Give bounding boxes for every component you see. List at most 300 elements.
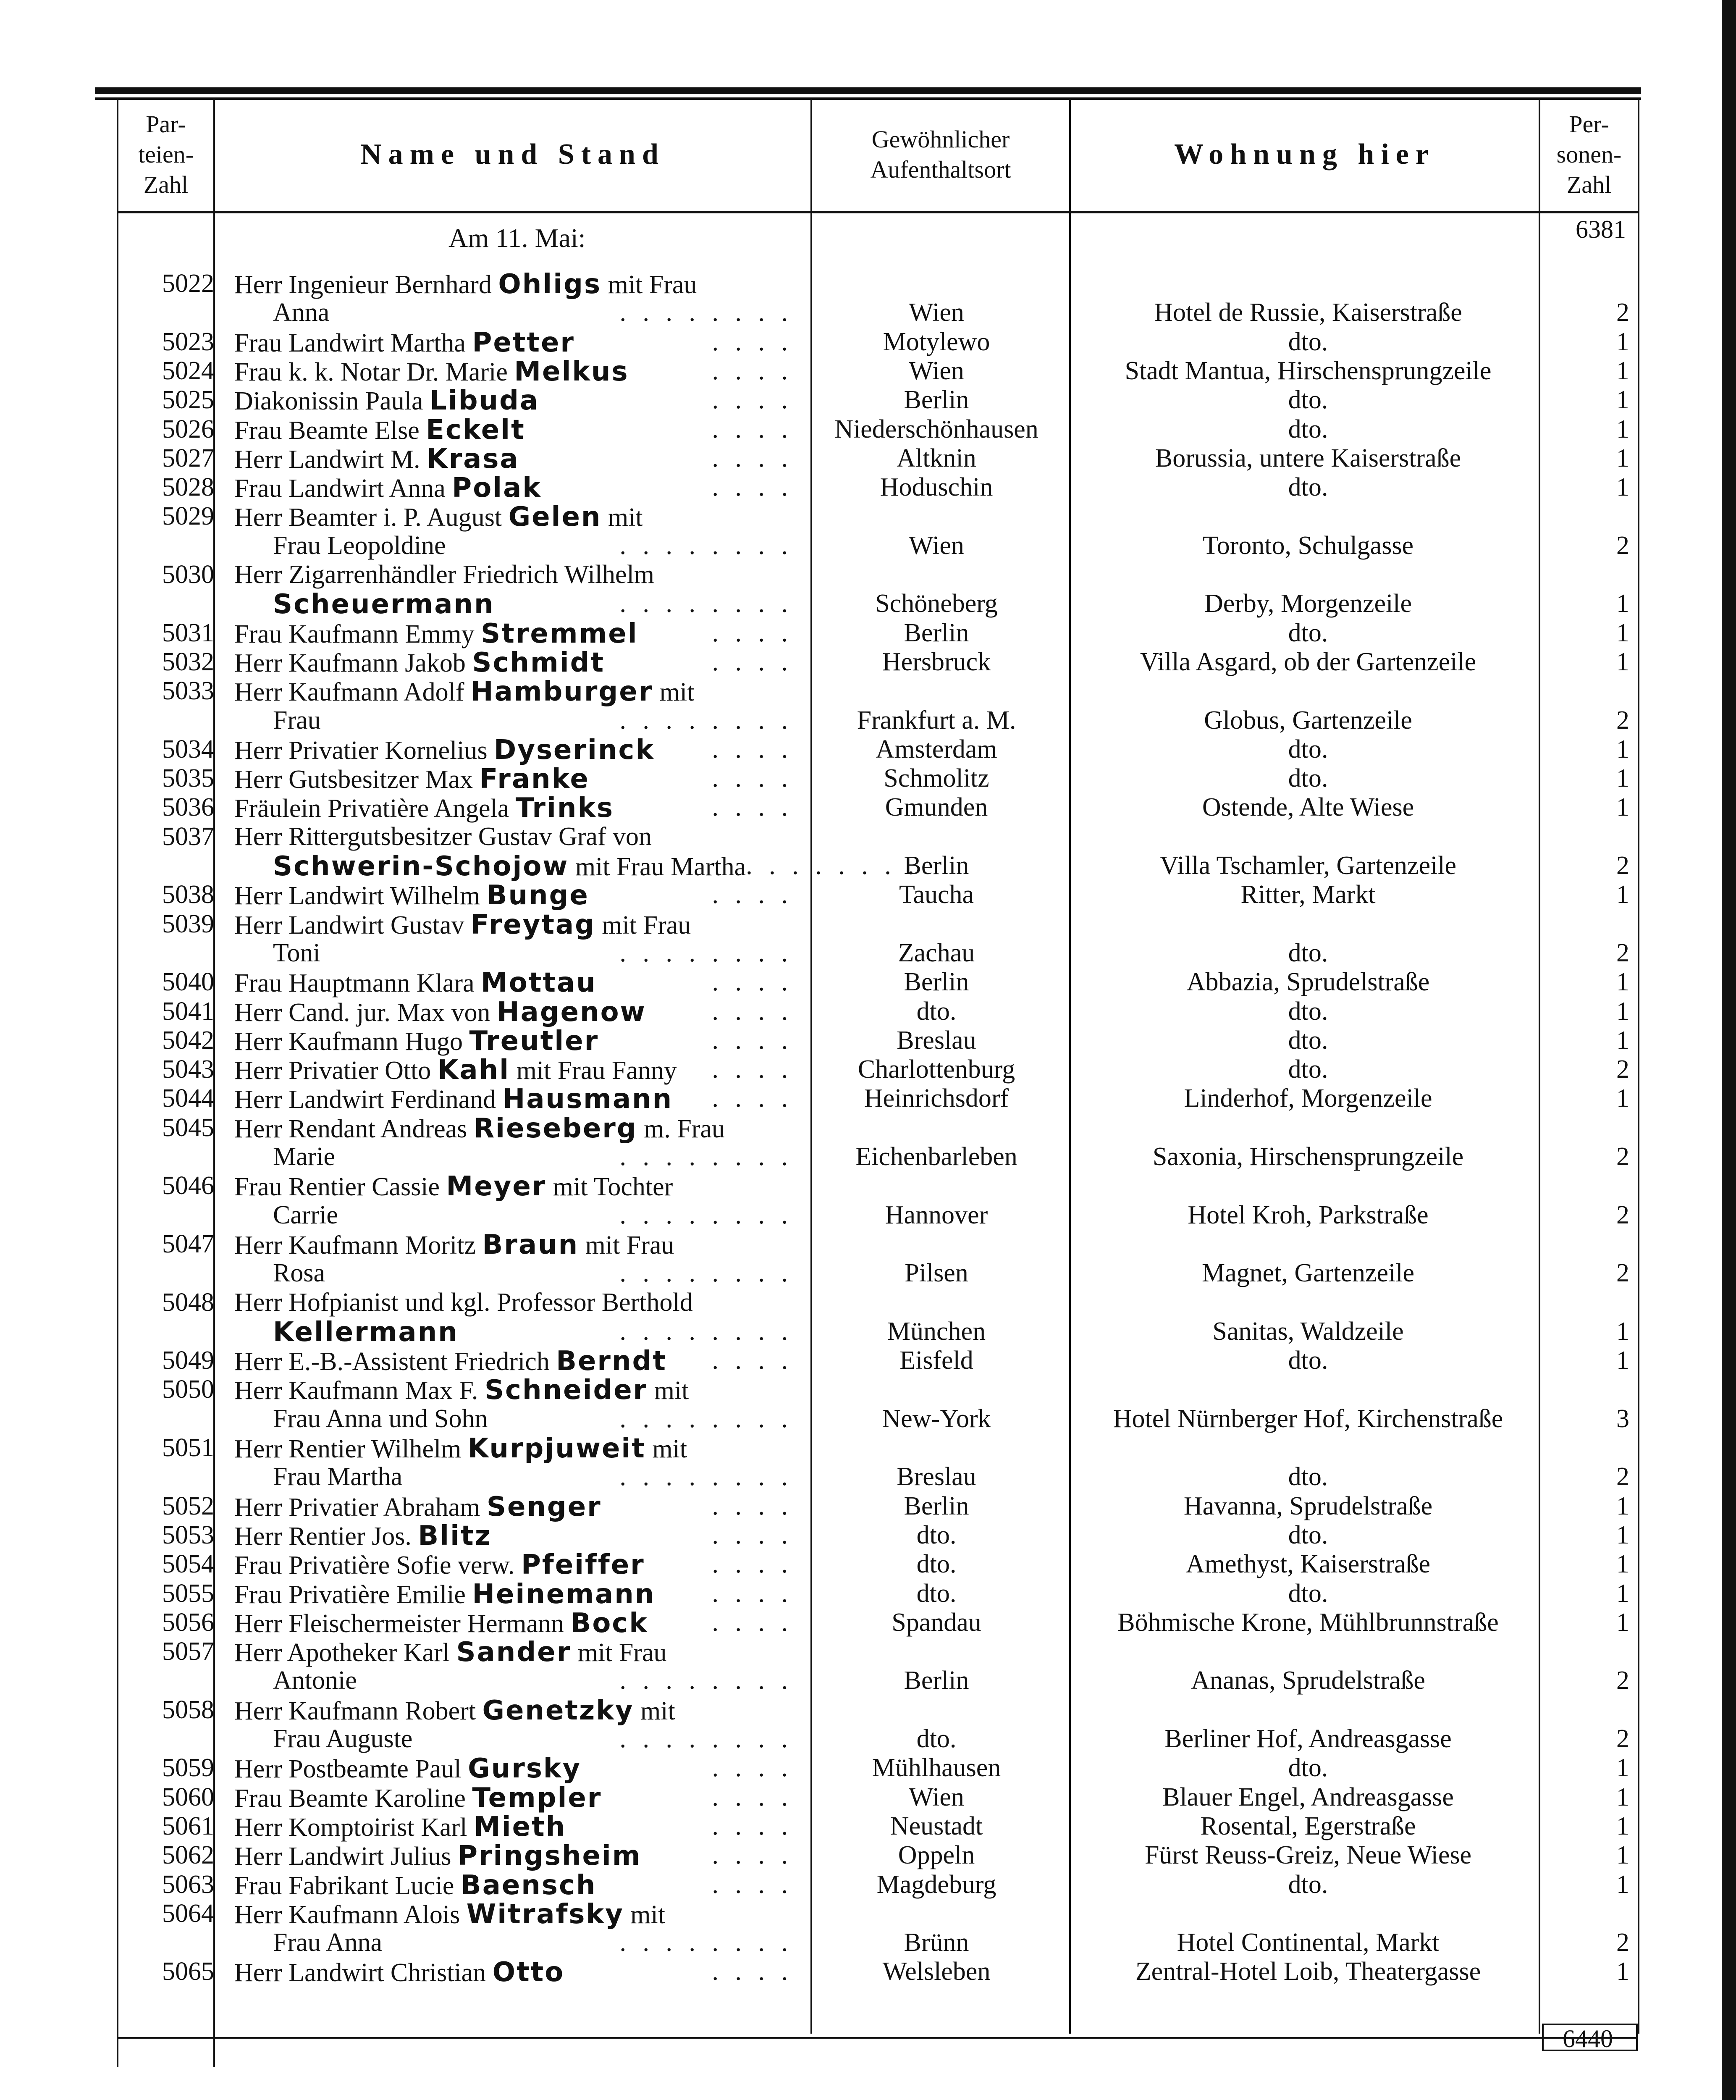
entry-name [234,1608,793,1639]
entry-number: 5060 [162,1782,214,1811]
entry-number: 5041 [162,997,214,1026]
entry-surname: Schwerin-Schojow [273,851,569,882]
entry-personen: 2 [1616,1725,1629,1753]
entry-wohnung: dto. [1288,1026,1328,1055]
entry-personen: 1 [1616,968,1629,997]
entry-name [234,1171,793,1202]
entry-aufenthaltsort: Berlin [904,851,969,880]
entry-aufenthaltsort: Taucha [899,880,974,909]
entry-line [0,269,1736,298]
entry-aufenthaltsort: dto. [916,1550,957,1579]
entry-wohnung: dto. [1288,1579,1328,1608]
entry-name-text: Herr Kaufmann Hugo Treutler [234,1025,599,1057]
entry-personen: 1 [1616,1026,1629,1055]
entry-aufenthaltsort: Brünn [904,1928,969,1957]
entry-name [234,880,793,911]
entry-name [234,415,793,446]
entry-number: 5024 [162,356,214,385]
entry-name-continued [273,531,793,561]
entry-line-continued [0,589,1736,618]
entry-number: 5052 [162,1491,214,1520]
leader-dots: . . . . [712,1957,793,1986]
header-parteien-zahl: Par- teien- Zahl [138,110,194,198]
entry-personen: 1 [1616,735,1629,764]
entry-line [0,444,1736,473]
entry-line [0,356,1736,386]
entry-name-text: Fräulein Privatière Angela Trinks [234,793,614,824]
entry-surname: Treutler [469,1025,599,1057]
entry-name-text: Herr Gutsbesitzer Max Franke [234,764,590,795]
entry-aufenthaltsort: Wien [909,298,964,327]
entry-aufenthaltsort: dto. [916,1725,957,1753]
entry-wohnung: Blauer Engel, Andreasgasse [1162,1782,1454,1811]
entry-line-continued [0,1317,1736,1346]
entry-wohnung: dto. [1288,1346,1328,1375]
entry-wohnung: Globus, Gartenzeile [1204,706,1412,735]
entry-surname: Hausmann [502,1084,673,1115]
entry-aufenthaltsort: Motylewo [883,327,990,356]
leader-dots: . . . . [712,793,793,822]
header-personen-zahl: Per- sonen- Zahl [1556,110,1622,198]
entry-name-continued [273,1200,793,1230]
entry-surname: Otto [492,1957,565,1988]
entry-aufenthaltsort: Eisfeld [899,1346,973,1375]
entry-name [234,1899,793,1930]
entry-name [234,1084,793,1115]
entry-name-continued [273,851,919,882]
leader-dots: . . . . [712,1084,793,1113]
entry-wohnung: Berliner Hof, Andreasgasse [1164,1725,1452,1753]
entry-line [0,997,1736,1026]
entry-personen: 1 [1616,1841,1629,1870]
leader-dots: . . . . . . . . [619,1259,793,1288]
entry-personen: 2 [1616,531,1629,560]
entry-line [0,880,1736,909]
entry-line [0,793,1736,822]
entry-name [234,1840,793,1872]
entry-personen: 1 [1616,356,1629,385]
footer-rule [118,2037,1638,2039]
entry-wohnung: dto. [1288,1870,1328,1899]
header-name-und-stand: Name und Stand [360,138,665,171]
entry-line [0,501,1736,531]
entry-personen: 1 [1616,1870,1629,1899]
entry-surname: Scheuermann [273,589,495,620]
entry-number: 5034 [162,735,214,764]
entry-name-text: Herr Kaufmann Moritz Braun mit Frau [234,1229,674,1260]
entry-name [234,1637,793,1668]
entry-personen: 1 [1616,1491,1629,1520]
entry-line [0,1433,1736,1462]
entry-aufenthaltsort: Welsleben [882,1957,991,1986]
entry-number: 5038 [162,880,214,909]
entry-number: 5065 [162,1957,214,1986]
entry-wohnung: Hotel Nürnberger Hof, Kirchenstraße [1113,1404,1503,1433]
entry-surname: Hagenow [497,996,646,1028]
entry-name [234,1055,793,1086]
entry-aufenthaltsort: Frankfurt a. M. [857,706,1016,735]
entry-line-continued [0,1200,1736,1230]
entry-aufenthaltsort: Hersbruck [882,647,991,676]
entry-name-continued [273,1724,793,1754]
entry-surname: Mottau [481,967,597,999]
entry-wohnung: dto. [1288,764,1328,793]
entry-aufenthaltsort: Breslau [897,1026,976,1055]
entry-line [0,1229,1736,1259]
entry-line [0,1055,1736,1084]
entry-line [0,1549,1736,1579]
entry-name-continued [273,706,793,735]
entry-name [234,1229,793,1260]
leader-dots: . . . . . . . . [619,1200,793,1229]
entry-personen: 3 [1616,1404,1629,1433]
entry-line-continued [0,851,1736,880]
entry-aufenthaltsort: dto. [916,1579,957,1608]
leader-dots: . . . . . . . . [619,1404,793,1433]
entry-aufenthaltsort: Gmunden [885,793,988,822]
leader-dots: . . . . . . . . [619,1317,793,1346]
entry-wohnung: Saxonia, Hirschensprungzeile [1152,1142,1464,1171]
entry-surname: Baensch [460,1869,597,1901]
entry-line [0,1811,1736,1841]
entry-surname: Schneider [484,1375,648,1406]
leader-dots: . . . . [712,386,793,415]
entry-name-text: Frau k. k. Notar Dr. Marie Melkus [234,356,629,387]
entry-wohnung: dto. [1288,1055,1328,1084]
entry-personen: 2 [1616,1055,1629,1084]
entry-name-text: Herr E.-B.-Assistent Friedrich Berndt [234,1346,667,1377]
entry-personen: 1 [1616,764,1629,793]
entry-name [234,444,793,475]
entry-personen: 2 [1616,938,1629,967]
entry-surname: Franke [479,764,590,795]
entry-name [234,1957,793,1988]
entry-name2-text: Anna [273,298,330,327]
entry-surname: Braun [482,1229,579,1260]
entry-wohnung: Sanitas, Waldzeile [1212,1317,1404,1346]
entry-surname: Polak [452,472,542,504]
entry-name2-text: Frau Anna und Sohn [273,1404,488,1433]
entry-name-continued [273,938,793,968]
entry-wohnung: Hotel Continental, Markt [1177,1928,1440,1957]
leader-dots: . . . . [712,356,793,385]
entry-surname: Hamburger [471,676,653,708]
entry-name-text: Herr Privatier Kornelius Dyserinck [234,734,655,766]
entry-name-text: Herr Landwirt Gustav Freytag mit Frau [234,909,691,940]
entry-number: 5055 [162,1579,214,1608]
entry-name-text: Herr Zigarrenhändler Friedrich Wilhelm [234,560,655,589]
entry-name-text: Herr Rentier Wilhelm Kurpjuweit mit [234,1433,687,1464]
entry-personen: 2 [1616,298,1629,327]
entry-personen: 1 [1616,1346,1629,1375]
entry-name2-text: Frau Auguste [273,1725,413,1753]
entry-wohnung: Ritter, Markt [1240,880,1376,909]
entry-aufenthaltsort: Schöneberg [875,589,998,618]
entry-personen: 1 [1616,1084,1629,1113]
entry-number: 5026 [162,415,214,444]
entry-personen: 2 [1616,706,1629,735]
entry-line [0,1346,1736,1375]
entry-name [234,764,793,795]
entry-name [234,1753,793,1784]
entry-personen: 1 [1616,1579,1629,1608]
leader-dots: . . . . [712,473,793,502]
entry-wohnung: Villa Asgard, ob der Gartenzeile [1140,647,1476,676]
entry-surname: Bock [570,1607,648,1639]
entry-wohnung: dto. [1288,618,1328,647]
entry-aufenthaltsort: Breslau [897,1462,976,1491]
entry-line-continued [0,298,1736,327]
entry-surname: Rieseberg [473,1113,637,1144]
entry-name-text: Frau Hauptmann Klara Mottau [234,967,597,999]
leader-dots: . . . . [712,618,793,647]
entry-name-text: Frau Beamte Karoline Templer [234,1782,602,1814]
leader-dots: . . . . [712,735,793,764]
entry-personen: 1 [1616,444,1629,472]
entry-aufenthaltsort: Heinrichsdorf [864,1084,1009,1113]
entry-line [0,385,1736,415]
entry-number: 5031 [162,618,214,647]
leader-dots: . . . . [712,1346,793,1375]
entry-name-text: Herr Landwirt Christian Otto [234,1957,565,1988]
leader-dots: . . . . . . . . [746,851,919,880]
entry-number: 5043 [162,1055,214,1084]
entry-number: 5064 [162,1899,214,1928]
entry-line [0,909,1736,939]
entry-number: 5062 [162,1841,214,1870]
entry-name2-text: Rosa [273,1259,325,1288]
entry-line [0,735,1736,764]
entry-name-text: Herr Kaufmann Jakob Schmidt [234,647,605,678]
entry-name2-text: Frau Martha [273,1462,403,1491]
entry-number: 5023 [162,327,214,356]
entry-wohnung: Magnet, Gartenzeile [1201,1259,1415,1288]
entry-number: 5039 [162,909,214,938]
entry-number: 5054 [162,1550,214,1579]
entry-name2-text: Schwerin-Schojow mit Frau Martha [273,851,746,882]
entry-name [234,967,793,998]
entry-name [234,1433,793,1464]
entry-wohnung: Hotel Kroh, Parkstraße [1188,1200,1429,1229]
entry-number: 5051 [162,1433,214,1462]
entry-number: 5056 [162,1608,214,1637]
entry-name [234,647,793,678]
entry-aufenthaltsort: Hoduschin [880,473,993,502]
entry-name-text: Herr Komptoirist Karl Mieth [234,1811,566,1843]
entry-aufenthaltsort: Mühlhausen [872,1754,1001,1782]
entry-number: 5022 [162,269,214,298]
leader-dots: . . . . [712,1026,793,1055]
entry-name [234,909,793,940]
entry-name [234,1549,793,1580]
entry-line [0,472,1736,502]
entry-name-text: Herr Rittergutsbesitzer Gustav Graf von [234,822,652,851]
entry-number: 5059 [162,1754,214,1782]
entry-wohnung: Böhmische Krone, Mühlbrunnstraße [1117,1608,1499,1637]
entry-number: 5036 [162,793,214,822]
entry-name [234,997,793,1028]
entry-line-continued [0,1462,1736,1491]
entry-name2-text: Frau Leopoldine [273,531,446,560]
entry-wohnung: Amethyst, Kaiserstraße [1186,1550,1430,1579]
entry-name [234,1520,793,1551]
leader-dots: . . . . [712,647,793,676]
entry-line-continued [0,1928,1736,1957]
entry-aufenthaltsort: Berlin [904,386,969,415]
entry-name [234,1491,793,1522]
entry-name-text: Herr Beamter i. P. August Gelen mit [234,501,643,533]
entry-aufenthaltsort: Berlin [904,968,969,997]
leader-dots: . . . . [712,1579,793,1608]
entry-aufenthaltsort: Berlin [904,618,969,647]
entry-personen: 2 [1616,1928,1629,1957]
entry-surname: Meyer [446,1171,547,1202]
entry-name2-text: Toni [273,938,320,967]
entry-name2-text: Frau [273,706,321,735]
entry-name-text: Herr Kaufmann Max F. Schneider mit [234,1375,689,1406]
leader-dots: . . . . . . . . [619,1666,793,1695]
entry-aufenthaltsort: Eichenbarleben [855,1142,1017,1171]
entry-line [0,1375,1736,1404]
entry-surname: Genetzky [482,1695,634,1726]
entry-number: 5035 [162,764,214,793]
entry-line-continued [0,1724,1736,1754]
entry-personen: 1 [1616,997,1629,1026]
entry-personen: 1 [1616,1608,1629,1637]
leader-dots: . . . . . . . . [619,298,793,327]
entry-personen: 1 [1616,793,1629,822]
entry-line-continued [0,706,1736,735]
entry-surname: Kellermann [273,1316,459,1348]
entry-personen: 2 [1616,1142,1629,1171]
entry-line [0,560,1736,589]
leader-dots: . . . . [712,880,793,909]
entry-aufenthaltsort: Charlottenburg [858,1055,1015,1084]
entry-line-continued [0,1142,1736,1171]
entry-number: 5040 [162,968,214,997]
leader-dots: . . . . [712,415,793,444]
entry-line [0,1782,1736,1812]
entry-name-continued [273,1142,793,1172]
entry-name-text: Herr Privatier Otto Kahl mit Frau Fanny [234,1055,677,1086]
entry-name-text: Herr Cand. jur. Max von Hagenow [234,996,646,1028]
leader-dots: . . . . [712,327,793,356]
entry-name [234,356,793,387]
entry-number: 5047 [162,1229,214,1258]
entry-personen: 1 [1616,880,1629,909]
entry-wohnung: Ananas, Sprudelstraße [1191,1666,1425,1695]
entry-wohnung: Derby, Morgenzeile [1204,589,1412,618]
entry-number: 5025 [162,386,214,415]
entry-wohnung: Havanna, Sprudelstraße [1183,1491,1433,1520]
entry-personen: 1 [1616,1754,1629,1782]
entry-surname: Heinemann [472,1578,656,1610]
entry-name-text: Herr Landwirt Julius Pringsheim [234,1840,642,1872]
entry-wohnung: dto. [1288,415,1328,444]
leader-dots: . . . . [712,1491,793,1520]
entry-personen: 1 [1616,1811,1629,1840]
entry-number: 5063 [162,1870,214,1899]
entry-surname: Melkus [514,356,629,387]
entry-wohnung: Linderhof, Morgenzeile [1184,1084,1432,1113]
entry-surname: Kurpjuweit [467,1433,646,1464]
entry-wohnung: Fürst Reuss-Greiz, Neue Wiese [1144,1841,1472,1870]
entry-name [234,676,793,707]
entry-aufenthaltsort: Wien [909,531,964,560]
top-rule-thin [95,97,1641,100]
entry-line [0,764,1736,793]
entry-name [234,1026,793,1057]
leader-dots: . . . . . . . . [619,706,793,735]
leader-dots: . . . . . . . . [619,531,793,560]
entry-line [0,415,1736,444]
entry-line [0,676,1736,706]
entry-line [0,1491,1736,1521]
entry-name [234,1375,793,1406]
entry-wohnung: dto. [1288,938,1328,967]
entry-wohnung: dto. [1288,327,1328,356]
entry-surname: Ohligs [498,269,602,300]
leader-dots: . . . . [712,1550,793,1579]
leader-dots: . . . . [712,968,793,997]
entry-name-text: Herr Privatier Abraham Senger [234,1491,602,1522]
entry-number: 5058 [162,1695,214,1724]
entry-aufenthaltsort: Pilsen [905,1259,968,1288]
leader-dots: . . . . [712,1608,793,1637]
entry-aufenthaltsort: Magdeburg [876,1870,996,1899]
entry-aufenthaltsort: München [887,1317,986,1346]
entry-surname: Trinks [515,793,614,824]
entry-line [0,1899,1736,1928]
entry-line [0,1870,1736,1899]
entry-personen: 2 [1616,1259,1629,1288]
leader-dots: . . . . . . . . [619,1142,793,1171]
leader-dots: . . . . . . . . [619,1462,793,1491]
entry-aufenthaltsort: Berlin [904,1666,969,1695]
entry-aufenthaltsort: Berlin [904,1491,969,1520]
entry-line-continued [0,1666,1736,1695]
entry-number: 5027 [162,444,214,472]
entry-name [234,618,793,649]
entry-name-continued [273,1462,793,1492]
entry-personen: 2 [1616,851,1629,880]
entry-name-text: Herr Fleischermeister Hermann Bock [234,1607,648,1639]
entry-name-text: Herr Kaufmann Adolf Hamburger mit [234,676,695,708]
entry-line [0,1957,1736,1986]
entry-name [234,735,793,766]
entry-personen: 1 [1616,589,1629,618]
entry-surname: Senger [486,1491,602,1522]
entry-name [234,1113,793,1144]
leader-dots: . . . . [712,1782,793,1811]
entry-line [0,1084,1736,1113]
entry-name [234,1579,793,1610]
entry-line [0,618,1736,648]
entry-surname: Blitz [418,1520,492,1551]
entry-surname: Petter [472,327,575,358]
header-wohnung-hier: Wohnung hier [1174,138,1435,171]
entry-name2-text: Carrie [273,1200,338,1229]
entry-number: 5046 [162,1171,214,1200]
entry-line [0,1579,1736,1608]
entry-personen: 1 [1616,1957,1629,1986]
entry-aufenthaltsort: Schmolitz [884,764,989,793]
leader-dots: . . . . . . . . [619,1928,793,1957]
entry-personen: 1 [1616,1520,1629,1549]
entry-wohnung: dto. [1288,386,1328,415]
entry-personen: 1 [1616,415,1629,444]
entry-number: 5050 [162,1375,214,1404]
